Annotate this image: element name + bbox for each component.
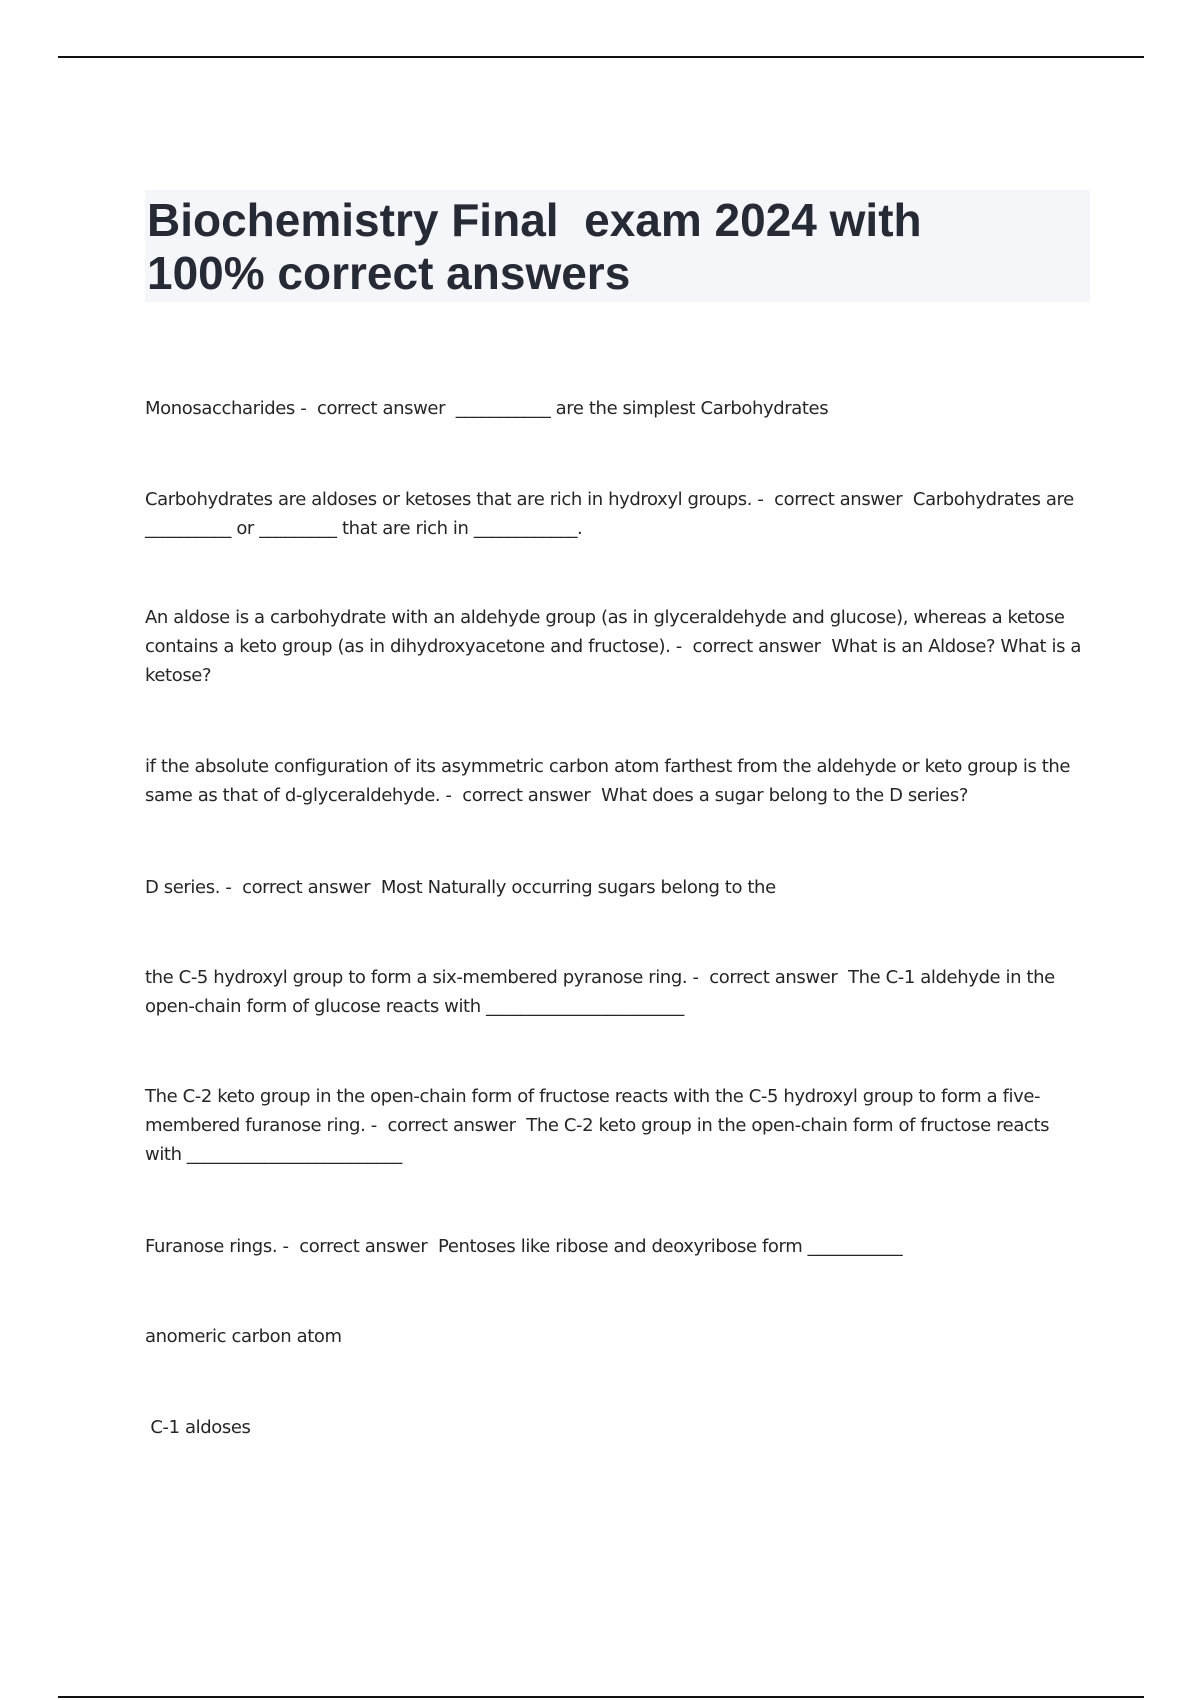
qa-item: An aldose is a carbohydrate with an aldehyde group (as in glyceraldehyde and glucose), whereas a ketose contains a keto group (as in dihydroxyacetone and fructose). - correct answer What is an Aldose? What is a ketose? xyxy=(145,607,1087,686)
top-rule xyxy=(58,56,1144,58)
title-block xyxy=(145,190,1090,302)
document-title: Biochemistry Final exam 2024 with 100% correct answers xyxy=(147,194,922,299)
qa-item: D series. - correct answer Most Naturally occurring sugars belong to the xyxy=(145,877,776,898)
qa-item: The C-2 keto group in the open-chain form of fructose reacts with the C-5 hydroxyl group to form a five-membered furanose ring. - correct answer The C-2 keto group in the open-chain form of fructose reacts with _________________________ xyxy=(145,1086,1055,1165)
qa-item: if the absolute configuration of its asymmetric carbon atom farthest from the aldehyde or keto group is the same as that of d-glyceraldehyde. - correct answer What does a sugar belong to the D series? xyxy=(145,756,1076,806)
qa-item: C-1 aldoses xyxy=(145,1417,251,1438)
bottom-rule xyxy=(58,1696,1144,1698)
qa-item: Furanose rings. - correct answer Pentoses like ribose and deoxyribose form ___________ xyxy=(145,1236,903,1257)
qa-item: anomeric carbon atom xyxy=(145,1326,342,1347)
qa-item: Monosaccharides - correct answer ___________ are the simplest Carbohydrates xyxy=(145,398,829,419)
qa-item: the C-5 hydroxyl group to form a six-membered pyranose ring. - correct answer The C-1 aldehyde in the open-chain form of glucose reacts with _______________________ xyxy=(145,967,1061,1017)
qa-item: Carbohydrates are aldoses or ketoses that are rich in hydroxyl groups. - correct answer Carbohydrates are __________ or _________ that are rich in ____________. xyxy=(145,489,1080,539)
